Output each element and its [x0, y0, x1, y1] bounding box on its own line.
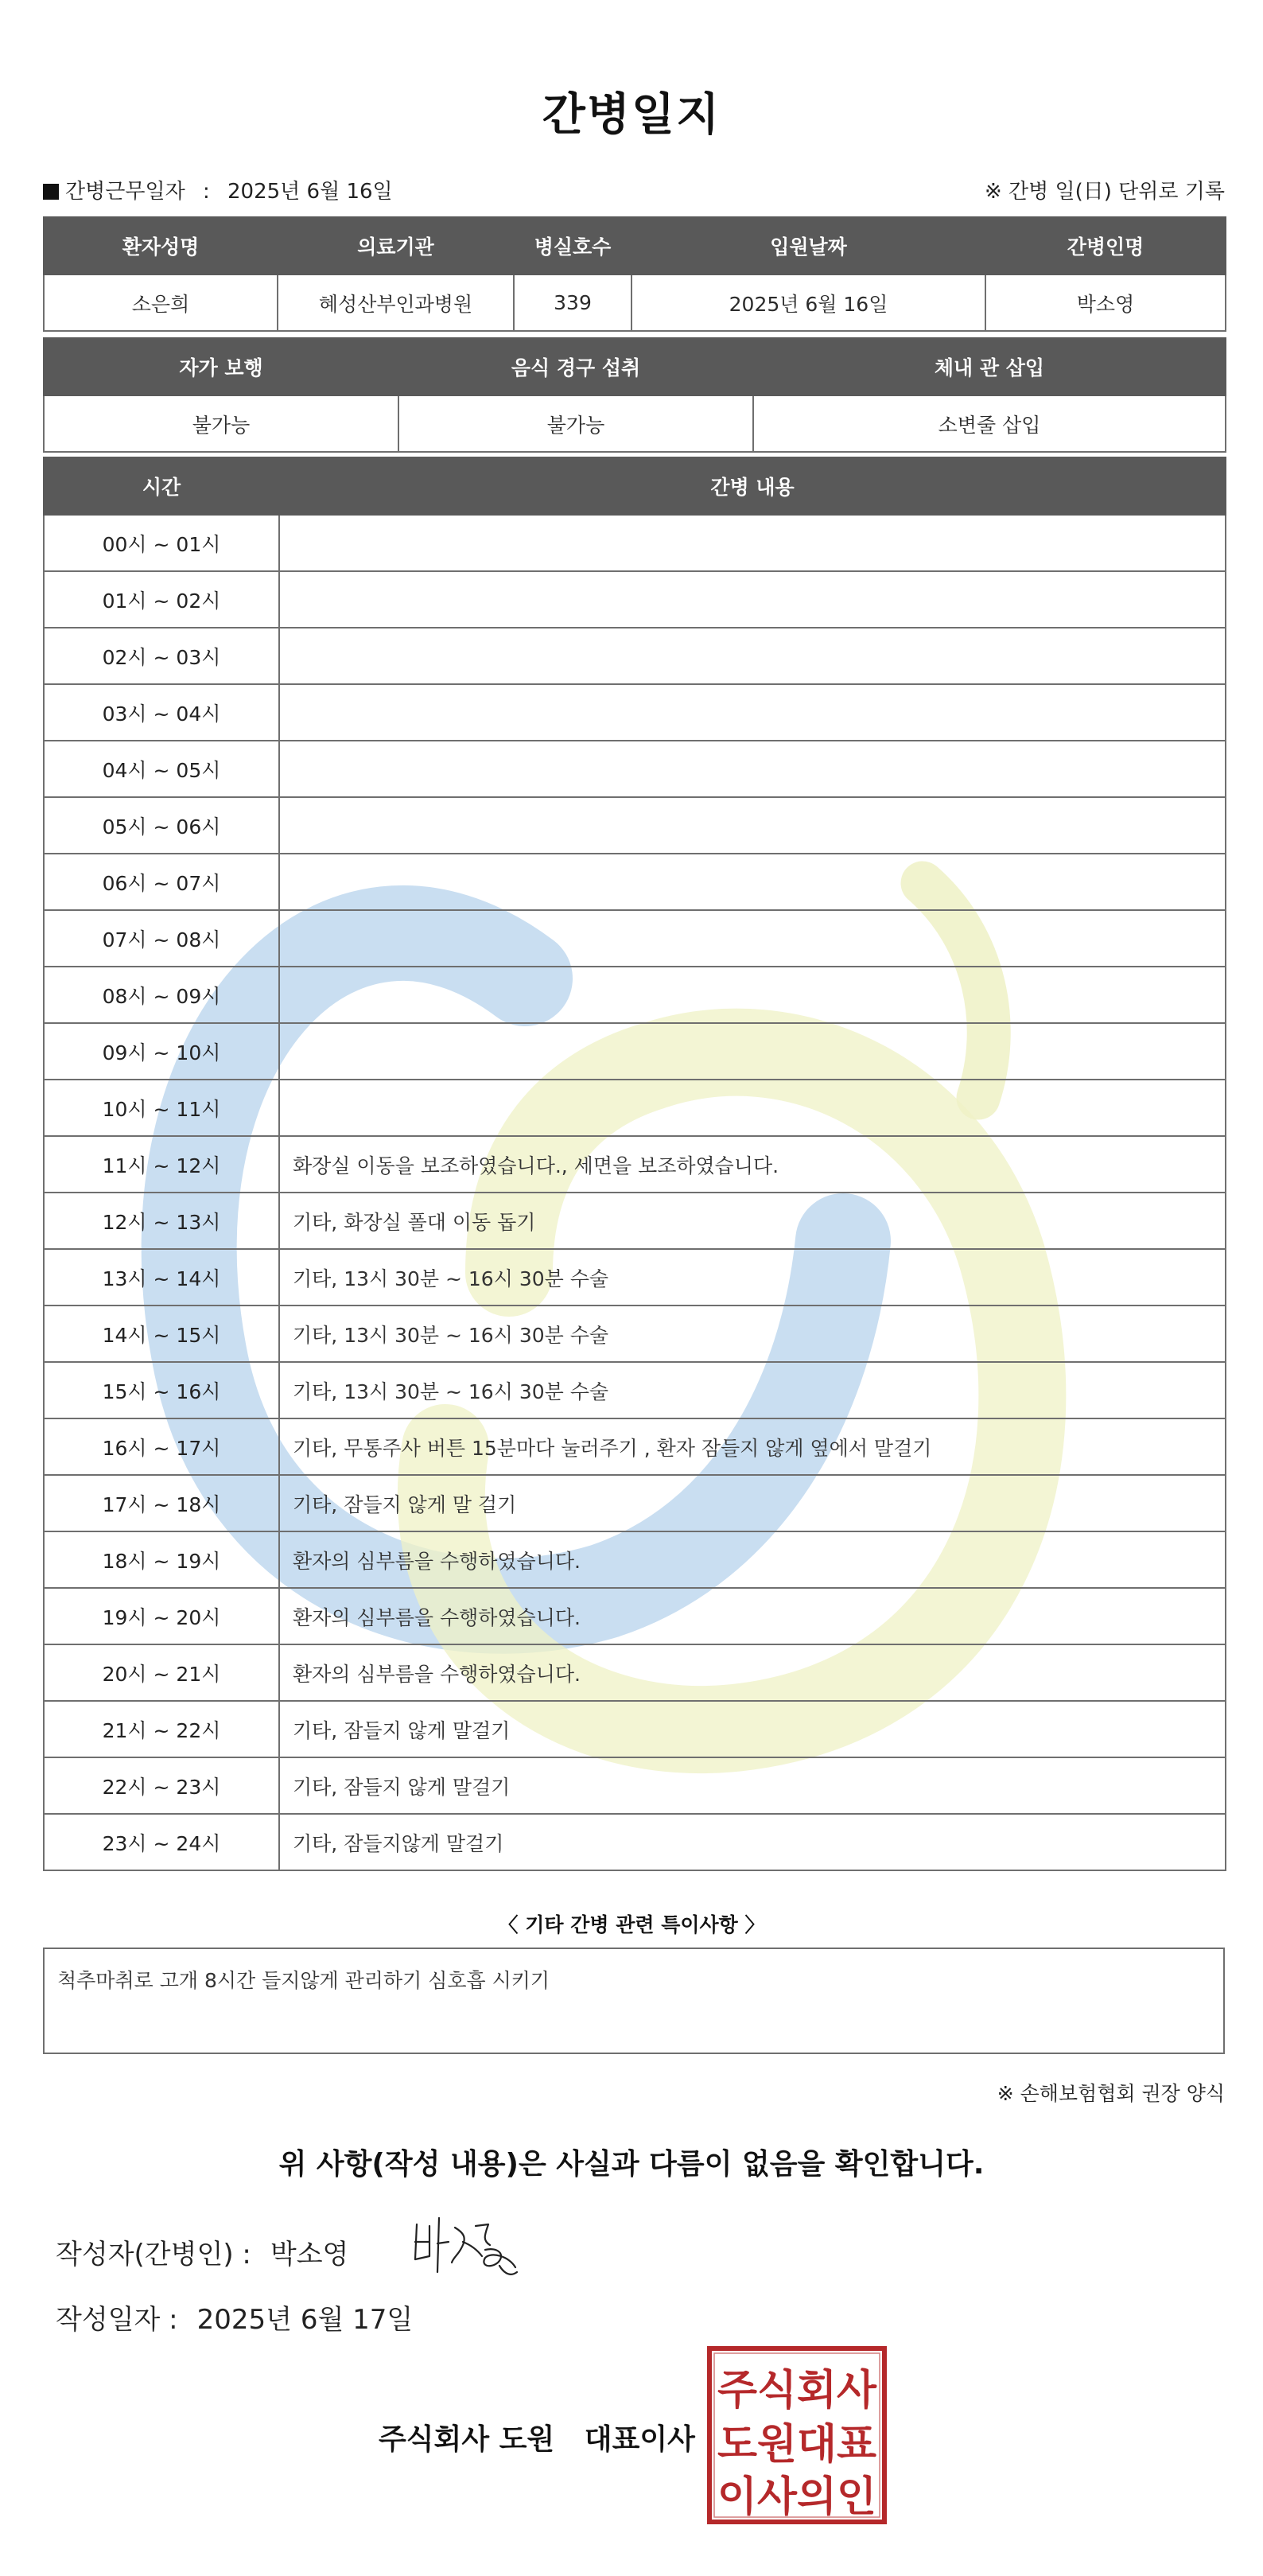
- patient-header-row: [44, 217, 1226, 274]
- log-row: [44, 1306, 1226, 1362]
- log-note-cell: [279, 1023, 1226, 1080]
- author-name: 박소영: [270, 2239, 349, 2271]
- status-value-row: [44, 395, 1226, 452]
- log-note-cell: 기타, 13시 30분 ~ 16시 30분 수술: [279, 1249, 1226, 1306]
- oral-intake-cell: 불가능: [398, 395, 753, 452]
- recommended-form-note: ※ 손해보험협회 권장 양식: [997, 2082, 1225, 2105]
- log-time-cell: 06시 ~ 07시: [44, 854, 279, 910]
- company-seal-stamp: [706, 2345, 888, 2525]
- status-header-row: [44, 338, 1226, 395]
- unit-note: ※ 간병 일(日) 단위로 기록: [984, 180, 1225, 204]
- svg-text:주식회사: 주식회사: [717, 2367, 877, 2415]
- log-note-cell: 환자의 심부름을 수행하였습니다.: [279, 1588, 1226, 1644]
- patient-value-row: [44, 274, 1226, 331]
- log-note-cell: 기타, 잠들지않게 말걸기: [279, 1814, 1226, 1870]
- admission-date-header: 입원날짜: [632, 217, 985, 274]
- log-row: [44, 1701, 1226, 1757]
- hospital-header: 의료기관: [278, 217, 514, 274]
- log-note-cell: 기타, 잠들지 않게 말 걸기: [279, 1475, 1226, 1531]
- tube-cell: 소변줄 삽입: [753, 395, 1226, 452]
- document-title: 간병일지: [542, 89, 721, 141]
- log-row: [44, 1531, 1226, 1588]
- log-time-cell: 21시 ~ 22시: [44, 1701, 279, 1757]
- log-row: [44, 967, 1226, 1023]
- patient-info-table: [43, 216, 1226, 332]
- log-note-cell: [279, 797, 1226, 854]
- admission-date-cell: 2025년 6월 16일: [632, 274, 985, 331]
- log-time-cell: 19시 ~ 20시: [44, 1588, 279, 1644]
- log-note-cell: 환자의 심부름을 수행하였습니다.: [279, 1531, 1226, 1588]
- log-time-cell: 04시 ~ 05시: [44, 741, 279, 797]
- log-row: [44, 1080, 1226, 1136]
- written-date-value: 2025년 6월 17일: [196, 2304, 414, 2336]
- walking-header: 자가 보행: [44, 338, 398, 395]
- log-time-cell: 15시 ~ 16시: [44, 1362, 279, 1418]
- author-label: 작성자(간병인) :: [56, 2239, 251, 2271]
- author-line: [56, 2232, 348, 2271]
- log-time-cell: 22시 ~ 23시: [44, 1757, 279, 1814]
- log-note-cell: [279, 628, 1226, 684]
- hospital-cell: 혜성산부인과병원: [278, 274, 514, 331]
- log-row: [44, 797, 1226, 854]
- log-time-cell: 18시 ~ 19시: [44, 1531, 279, 1588]
- log-row: [44, 1757, 1226, 1814]
- care-log-table: [43, 457, 1226, 1871]
- patient-status-table: [43, 337, 1226, 453]
- company-name: 주식회사 도원 대표이사: [379, 2423, 695, 2456]
- tube-header: 체내 관 삽입: [753, 338, 1226, 395]
- log-note-cell: [279, 967, 1226, 1023]
- log-row: [44, 571, 1226, 628]
- log-time-cell: 08시 ~ 09시: [44, 967, 279, 1023]
- log-time-cell: 20시 ~ 21시: [44, 1644, 279, 1701]
- log-time-cell: 10시 ~ 11시: [44, 1080, 279, 1136]
- log-row: [44, 1814, 1226, 1870]
- log-note-cell: 화장실 이동을 보조하였습니다., 세면을 보조하였습니다.: [279, 1136, 1226, 1193]
- log-note-cell: 기타, 잠들지 않게 말걸기: [279, 1757, 1226, 1814]
- log-note-cell: 기타, 잠들지 않게 말걸기: [279, 1701, 1226, 1757]
- svg-text:도원대표: 도원대표: [717, 2421, 876, 2469]
- svg-text:이사의인: 이사의인: [717, 2473, 876, 2521]
- log-row: [44, 910, 1226, 967]
- written-date-label: 작성일자 :: [56, 2304, 178, 2336]
- log-note-cell: 기타, 무통주사 버튼 15분마다 눌러주기 , 환자 잠들지 않게 옆에서 말걸기: [279, 1418, 1226, 1475]
- handwritten-signature: [406, 2210, 533, 2282]
- remarks-title: 〈 기타 간병 관련 특이사항 〉: [498, 1913, 765, 1936]
- written-date-line: [56, 2298, 413, 2337]
- log-time-cell: 02시 ~ 03시: [44, 628, 279, 684]
- log-body: [44, 515, 1226, 1870]
- time-header: 시간: [44, 457, 279, 515]
- log-note-cell: 기타, 13시 30분 ~ 16시 30분 수술: [279, 1362, 1226, 1418]
- log-row: [44, 854, 1226, 910]
- log-row: [44, 1644, 1226, 1701]
- log-time-cell: 17시 ~ 18시: [44, 1475, 279, 1531]
- log-time-cell: 13시 ~ 14시: [44, 1249, 279, 1306]
- oral-intake-header: 음식 경구 섭취: [398, 338, 753, 395]
- log-row: [44, 1193, 1226, 1249]
- log-row: [44, 741, 1226, 797]
- remarks-box: [43, 1948, 1225, 2054]
- log-row: [44, 684, 1226, 741]
- log-note-cell: [279, 854, 1226, 910]
- log-time-cell: 00시 ~ 01시: [44, 515, 279, 571]
- log-time-cell: 03시 ~ 04시: [44, 684, 279, 741]
- work-date-value: 2025년 6월 16일: [227, 180, 393, 204]
- content-header: 간병 내용: [279, 457, 1226, 515]
- log-time-cell: 12시 ~ 13시: [44, 1193, 279, 1249]
- log-row: [44, 515, 1226, 571]
- log-row: [44, 1475, 1226, 1531]
- patient-name-header: 환자성명: [44, 217, 278, 274]
- log-row: [44, 628, 1226, 684]
- log-note-cell: [279, 910, 1226, 967]
- log-row: [44, 1136, 1226, 1193]
- log-note-cell: 기타, 13시 30분 ~ 16시 30분 수술: [279, 1306, 1226, 1362]
- log-row: [44, 1588, 1226, 1644]
- log-note-cell: 환자의 심부름을 수행하였습니다.: [279, 1644, 1226, 1701]
- remarks-text: 척추마취로 고개 8시간 들지않게 관리하기 심호흡 시키기: [57, 1969, 550, 1992]
- log-note-cell: 기타, 화장실 폴대 이동 돕기: [279, 1193, 1226, 1249]
- room-header: 병실호수: [514, 217, 632, 274]
- work-date-line: [43, 175, 393, 204]
- log-note-cell: [279, 571, 1226, 628]
- log-time-cell: 23시 ~ 24시: [44, 1814, 279, 1870]
- patient-name-cell: 소은희: [44, 274, 278, 331]
- caregiver-cell: 박소영: [985, 274, 1226, 331]
- log-time-cell: 16시 ~ 17시: [44, 1418, 279, 1475]
- log-header-row: [44, 457, 1226, 515]
- log-note-cell: [279, 741, 1226, 797]
- log-row: [44, 1362, 1226, 1418]
- confirmation-statement: 위 사항(작성 내용)은 사실과 다름이 없음을 확인합니다.: [278, 2148, 985, 2181]
- room-cell: 339: [514, 274, 632, 331]
- walking-cell: 불가능: [44, 395, 398, 452]
- log-time-cell: 01시 ~ 02시: [44, 571, 279, 628]
- log-note-cell: [279, 684, 1226, 741]
- work-date-label: 간병근무일자: [65, 180, 185, 204]
- square-bullet-icon: [43, 184, 59, 200]
- log-row: [44, 1418, 1226, 1475]
- log-time-cell: 07시 ~ 08시: [44, 910, 279, 967]
- log-note-cell: [279, 515, 1226, 571]
- log-time-cell: 05시 ~ 06시: [44, 797, 279, 854]
- log-time-cell: 11시 ~ 12시: [44, 1136, 279, 1193]
- work-date-separator: :: [202, 180, 210, 204]
- log-time-cell: 09시 ~ 10시: [44, 1023, 279, 1080]
- log-row: [44, 1249, 1226, 1306]
- log-time-cell: 14시 ~ 15시: [44, 1306, 279, 1362]
- log-note-cell: [279, 1080, 1226, 1136]
- caregiver-header: 간병인명: [985, 217, 1226, 274]
- log-row: [44, 1023, 1226, 1080]
